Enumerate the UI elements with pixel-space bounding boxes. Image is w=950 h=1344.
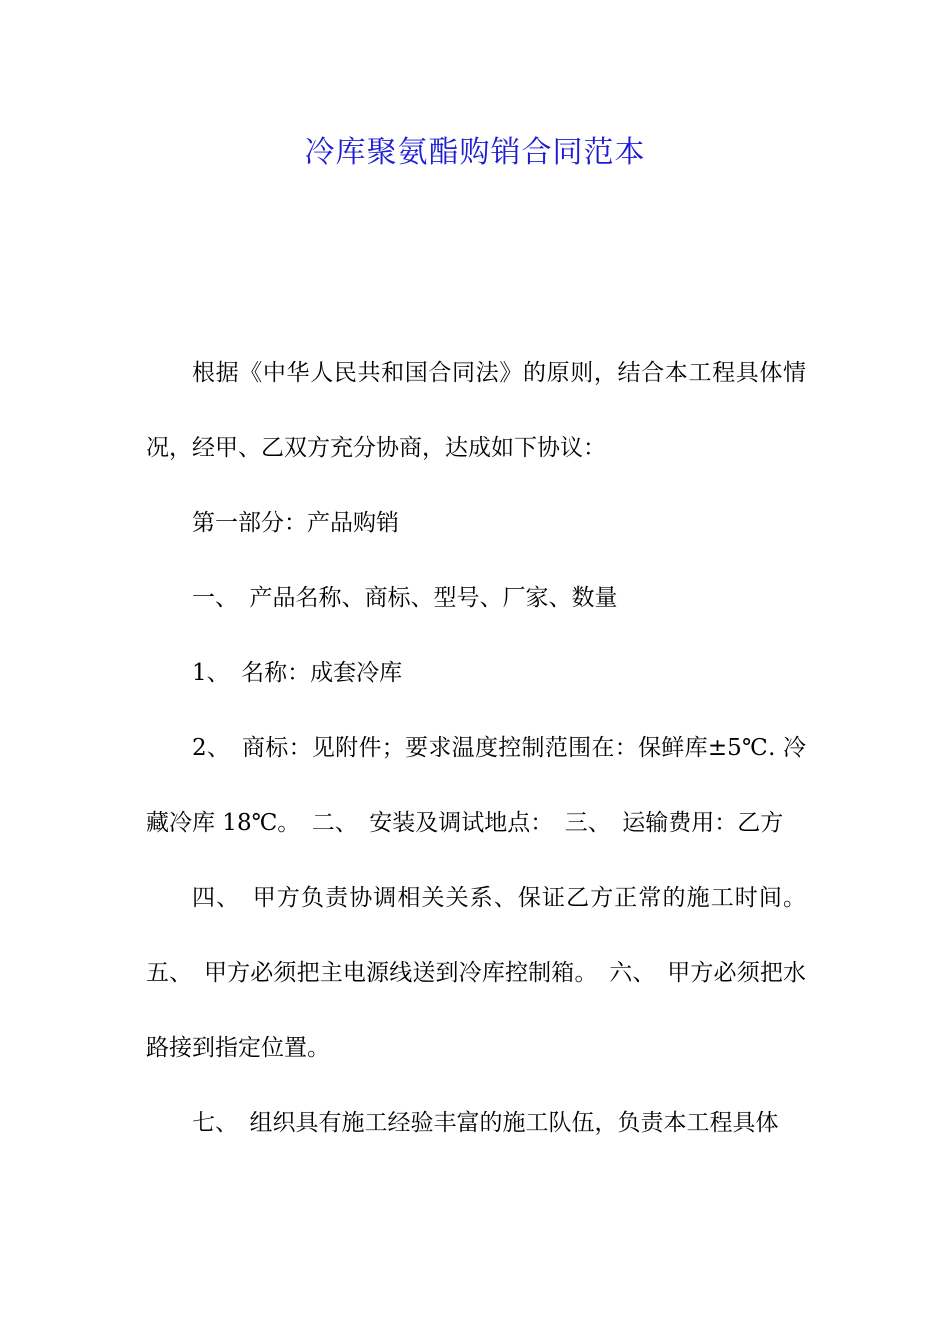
paragraph-section-four: 四、 甲方负责协调相关关系、保证乙方正常的施工时间。 五、 甲方必须把主电源线送到冷库控制箱。 六、 甲方必须把水路接到指定位置。 — [146, 885, 806, 1061]
paragraph-intro: 根据《中华人民共和国合同法》的原则，结合本工程具体情况，经甲、乙双方充分协商，达成如下协议： — [146, 360, 806, 461]
paragraph-item-1: 1、 名称：成套冷库 — [192, 660, 403, 686]
document-title: 冷库聚氨酯购销合同范本 — [304, 135, 646, 170]
document-body — [146, 336, 806, 1161]
paragraph-section-seven: 七、 组织具有施工经验丰富的施工队伍，负责本工程具体 — [192, 1110, 779, 1136]
paragraph-item-2: 2、 商标：见附件；要求温度控制范围在：保鲜库±5℃. 冷藏冷库 18℃。 二、 安装及调试地点： 三、 运输费用：乙方 — [146, 735, 806, 836]
paragraph-part-one-heading: 第一部分：产品购销 — [192, 510, 399, 536]
paragraph-section-one: 一、 产品名称、商标、型号、厂家、数量 — [192, 585, 618, 611]
